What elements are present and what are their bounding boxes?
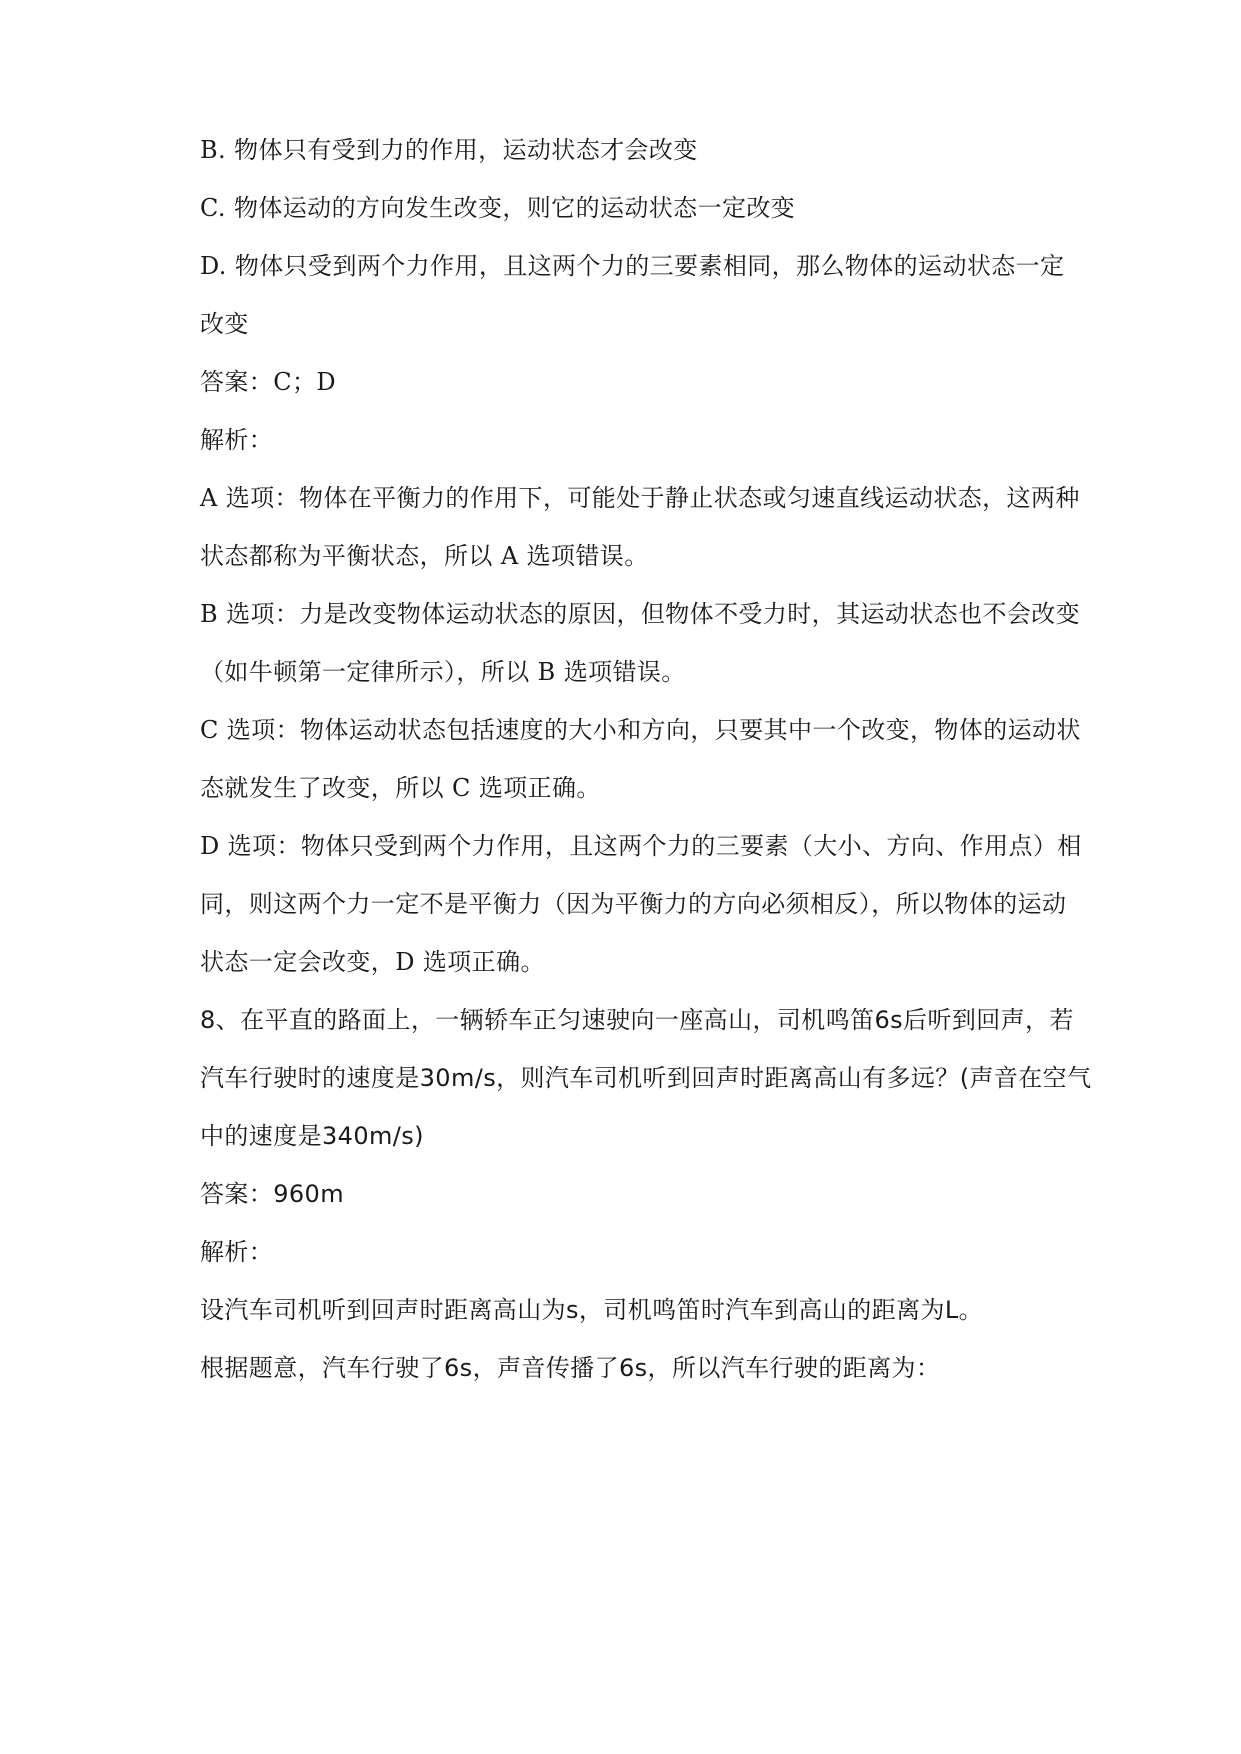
option-d-line-1: D. 物体只受到两个力作用，且这两个力的三要素相同，那么物体的运动状态一定 <box>200 252 1065 280</box>
analysis-a-line-1: A 选项：物体在平衡力的作用下，可能处于静止状态或匀速直线运动状态，这两种 <box>200 484 1080 512</box>
analysis-b-line-2: （如牛顿第一定律所示），所以 B 选项错误。 <box>200 658 686 686</box>
analysis-a-line-2: 状态都称为平衡状态，所以 A 选项错误。 <box>200 542 649 570</box>
option-d-line-2: 改变 <box>200 310 249 338</box>
question-8-line-3: 中的速度是340m/s) <box>200 1122 424 1150</box>
analysis-c-line-1: C 选项：物体运动状态包括速度的大小和方向，只要其中一个改变，物体的运动状 <box>200 716 1081 744</box>
answer-7: 答案：C；D <box>200 368 337 396</box>
question-8-line-2: 汽车行驶时的速度是30m/s，则汽车司机听到回声时距离高山有多远？(声音在空气 <box>200 1064 1092 1092</box>
analysis-c-line-2: 态就发生了改变，所以 C 选项正确。 <box>200 774 601 802</box>
analysis-d-line-3: 状态一定会改变，D 选项正确。 <box>200 948 545 976</box>
option-b: B. 物体只有受到力的作用，运动状态才会改变 <box>200 136 698 164</box>
analysis-label-7: 解析： <box>200 426 274 454</box>
answer-8: 答案：960m <box>200 1180 344 1208</box>
analysis-d-line-2: 同，则这两个力一定不是平衡力（因为平衡力的方向必须相反），所以物体的运动 <box>200 890 1067 918</box>
analysis-label-8: 解析： <box>200 1238 274 1266</box>
analysis-d-line-1: D 选项：物体只受到两个力作用，且这两个力的三要素（大小、方向、作用点）相 <box>200 832 1082 860</box>
analysis-8-line-1: 设汽车司机听到回声时距离高山为s，司机鸣笛时汽车到高山的距离为L。 <box>200 1296 984 1324</box>
question-8-line-1: 8、在平直的路面上，一辆轿车正匀速驶向一座高山，司机鸣笛6s后听到回声，若 <box>200 1006 1074 1034</box>
analysis-8-line-2: 根据题意，汽车行驶了6s，声音传播了6s，所以汽车行驶的距离为： <box>200 1354 941 1382</box>
option-c: C. 物体运动的方向发生改变，则它的运动状态一定改变 <box>200 194 796 222</box>
analysis-b-line-1: B 选项：力是改变物体运动状态的原因，但物体不受力时，其运动状态也不会改变 <box>200 600 1081 628</box>
